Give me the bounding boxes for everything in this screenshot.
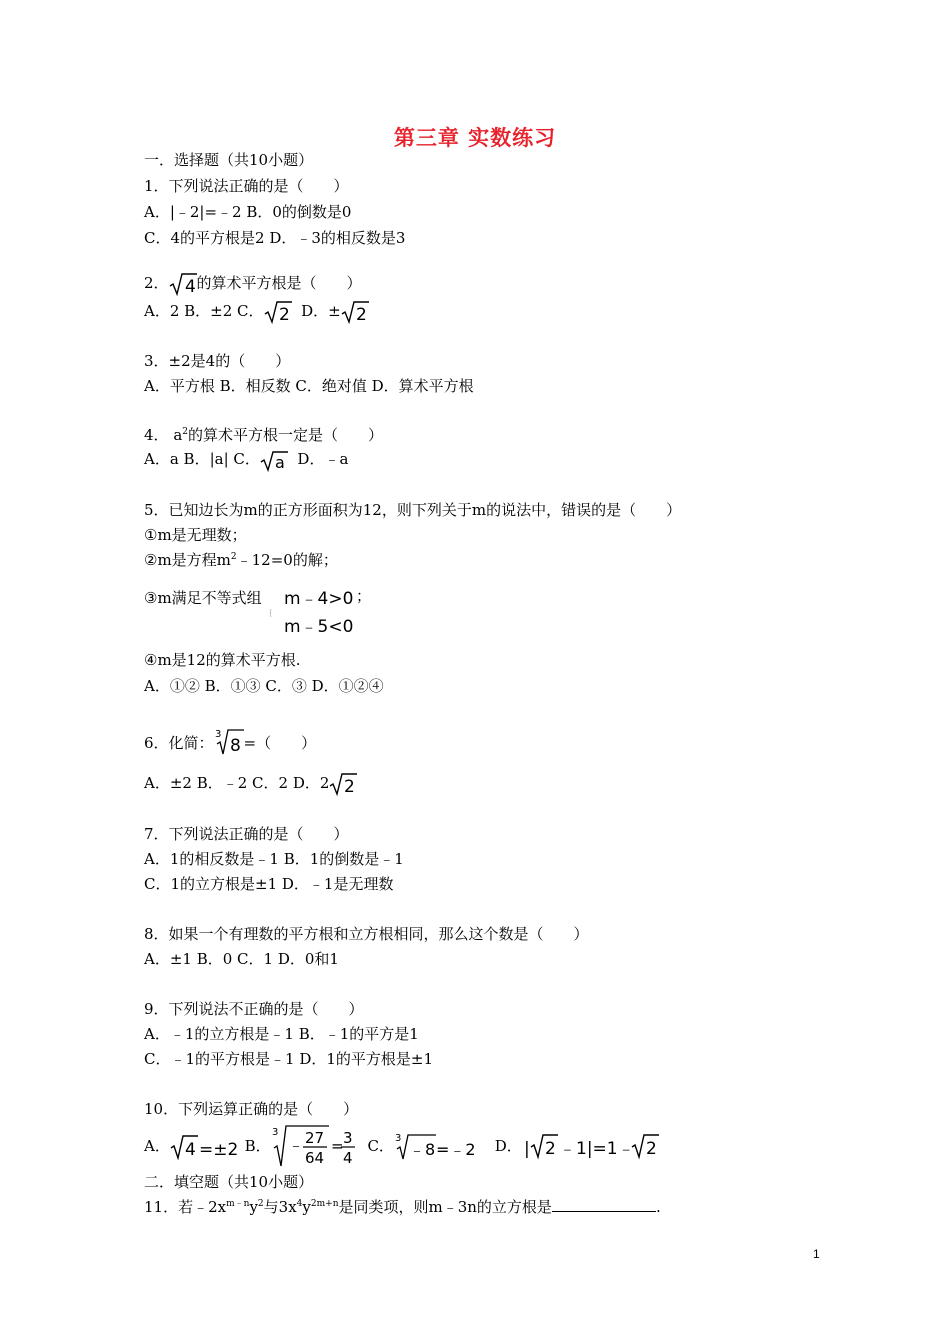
q4-radicand: a bbox=[274, 453, 285, 472]
q3-stem: 3．±2是4的（ ） bbox=[144, 352, 291, 370]
q10-c-result: =﹣2 bbox=[435, 1140, 476, 1159]
q5-stem: 5．已知边长为m的正方形面积为12，则下列关于m的说法中，错误的是（ ） bbox=[144, 501, 682, 519]
q4-tail: 的算术平方根一定是（ ） bbox=[188, 426, 384, 444]
q10-a-radicand: 4 bbox=[184, 1140, 196, 1160]
q2-d-radicand: 2 bbox=[355, 305, 367, 324]
q10-d-radicand-2: 2 bbox=[645, 1139, 657, 1159]
q2-options-abc: A．2 B．±2 C． bbox=[144, 302, 264, 320]
q11-end: . bbox=[655, 1198, 661, 1216]
q4-number: 4． bbox=[144, 426, 169, 444]
sqrt-symbol-icon bbox=[341, 300, 369, 324]
q4-base: a bbox=[173, 426, 183, 444]
q11-exp-1: m﹣n bbox=[226, 1199, 250, 1209]
sqrt-symbol-icon bbox=[260, 448, 288, 472]
q10-stem: 10．下列运算正确的是（ ） bbox=[144, 1100, 359, 1118]
q10-d-bar: | bbox=[523, 1139, 530, 1159]
q5-statement-2 bbox=[144, 550, 338, 570]
q8-options: A．±1 B．0 C．1 D．0和1 bbox=[144, 950, 339, 968]
q7-stem: 7．下列说法正确的是（ ） bbox=[144, 825, 349, 843]
q7-options-ab: A．1的相反数是﹣1 B．1的倒数是﹣1 bbox=[144, 850, 404, 868]
q10-c-radicand: ﹣8 bbox=[408, 1140, 436, 1159]
q11-stem bbox=[144, 1196, 661, 1217]
q5-statement-3: ③m满足不等式组 bbox=[144, 589, 262, 607]
q11-part-b: y bbox=[249, 1198, 258, 1216]
q10-a-label: A． bbox=[144, 1137, 170, 1155]
q10-c-label: C． bbox=[367, 1137, 394, 1155]
q9-options-cd: C．﹣1的平方根是﹣1 D．1的平方根是±1 bbox=[144, 1050, 434, 1068]
q10-option-d-formula bbox=[522, 1131, 672, 1161]
page-title: 第三章 实数练习 bbox=[393, 126, 557, 150]
q1-stem: 1．下列说法正确的是（ ） bbox=[144, 177, 349, 195]
q10-b-result-num: 3 bbox=[342, 1129, 353, 1147]
q6-stem-text: 6．化简： bbox=[144, 734, 214, 752]
q8-stem: 8．如果一个有理数的平方根和立方根相同，那么这个数是（ ） bbox=[144, 925, 589, 943]
q2-stem bbox=[144, 272, 362, 296]
q5-s2-exponent: 2 bbox=[230, 552, 237, 562]
q6-options bbox=[144, 772, 357, 796]
q10-d-label: D． bbox=[494, 1137, 522, 1155]
section-fill-heading: 二．填空题（共10小题） bbox=[144, 1173, 314, 1191]
q10-b-label: B． bbox=[244, 1137, 271, 1155]
q10-option-a-formula bbox=[170, 1132, 240, 1160]
q10-d-middle: ﹣1|=1﹣ bbox=[558, 1139, 635, 1159]
q10-b-denominator: 64 bbox=[304, 1149, 324, 1167]
q10-b-result-den: 4 bbox=[342, 1149, 353, 1167]
q10-b-index: 3 bbox=[271, 1127, 279, 1138]
q10-b-numerator: 27 bbox=[304, 1129, 324, 1147]
q5-s2-text: ②m是方程m bbox=[144, 551, 231, 569]
sqrt-symbol-icon bbox=[169, 272, 197, 296]
q10-a-result: =±2 bbox=[198, 1140, 239, 1160]
q4-option-d: D．﹣a bbox=[297, 450, 349, 468]
q1-options-cd: C．4的平方根是2 D．﹣3的相反数是3 bbox=[144, 229, 406, 247]
q4-stem bbox=[144, 425, 383, 445]
q6-root-index: 3 bbox=[214, 729, 221, 740]
inequality-1: m﹣4>0 bbox=[284, 589, 354, 609]
q11-exp-2: 2 bbox=[257, 1199, 264, 1209]
q5-statement-1: ①m是无理数； bbox=[144, 526, 247, 544]
q2-option-d: D．± bbox=[301, 302, 341, 320]
q11-exp-4: 2m+n bbox=[310, 1199, 339, 1209]
q1-options-ab: A．|﹣2|=﹣2 B．0的倒数是0 bbox=[144, 203, 352, 221]
q2-c-radicand: 2 bbox=[278, 305, 290, 324]
q10-options bbox=[144, 1124, 672, 1168]
q11-part-a: 11．若﹣2x bbox=[144, 1198, 227, 1216]
q5-options: A．①② B．①③ C．③ D．①②④ bbox=[144, 677, 384, 695]
q2-radicand: 4 bbox=[184, 277, 196, 296]
page-number: 1 bbox=[813, 1247, 820, 1261]
q11-part-d: y bbox=[302, 1198, 311, 1216]
q4-exponent: 2 bbox=[182, 427, 189, 437]
q7-options-cd: C．1的立方根是±1 D．﹣1是无理数 bbox=[144, 875, 394, 893]
answer-blank[interactable] bbox=[552, 1196, 656, 1212]
q5-semicolon: ； bbox=[356, 587, 372, 605]
inequality-2: m﹣5<0 bbox=[284, 617, 354, 637]
q10-d-radicand: 2 bbox=[544, 1139, 556, 1159]
q10-b-equals: = bbox=[330, 1137, 344, 1155]
q9-stem: 9．下列说法不正确的是（ ） bbox=[144, 1000, 364, 1018]
q11-part-c: 与3x bbox=[263, 1198, 297, 1216]
q10-c-index: 3 bbox=[394, 1133, 402, 1144]
sqrt-symbol-icon bbox=[329, 772, 357, 796]
q6-d-radicand: 2 bbox=[344, 777, 356, 796]
cube-root-icon bbox=[214, 726, 244, 756]
q11-exp-3: 4 bbox=[296, 1199, 303, 1209]
q10-b-minus: ﹣ bbox=[287, 1135, 304, 1154]
q2-tail: 的算术平方根是（ ） bbox=[196, 274, 362, 292]
sqrt-symbol-icon bbox=[264, 300, 292, 324]
q6-options-text: A．±2 B．﹣2 C．2 D．2 bbox=[144, 774, 330, 792]
q6-stem-tail: =（ ） bbox=[243, 734, 317, 752]
q5-s2-tail: ﹣12=0的解； bbox=[236, 551, 338, 569]
q10-option-c-formula bbox=[394, 1131, 490, 1161]
q5-statement-4: ④m是12的算术平方根. bbox=[144, 651, 301, 669]
q6-stem bbox=[144, 726, 316, 756]
q4-options-abc: A．a B．|a| C． bbox=[144, 450, 260, 468]
q3-options: A．平方根 B．相反数 C．绝对值 D．算术平方根 bbox=[144, 377, 474, 395]
q4-options bbox=[144, 448, 348, 472]
q2-number: 2． bbox=[144, 274, 169, 292]
q11-part-e: 是同类项，则m﹣3n的立方根是 bbox=[338, 1198, 552, 1216]
q10-option-b-formula bbox=[271, 1124, 363, 1168]
q6-radicand: 8 bbox=[229, 736, 241, 756]
q2-options bbox=[144, 300, 369, 324]
q9-options-ab: A．﹣1的立方根是﹣1 B．﹣1的平方是1 bbox=[144, 1025, 419, 1043]
section-choice-heading: 一．选择题（共10小题） bbox=[144, 151, 314, 169]
